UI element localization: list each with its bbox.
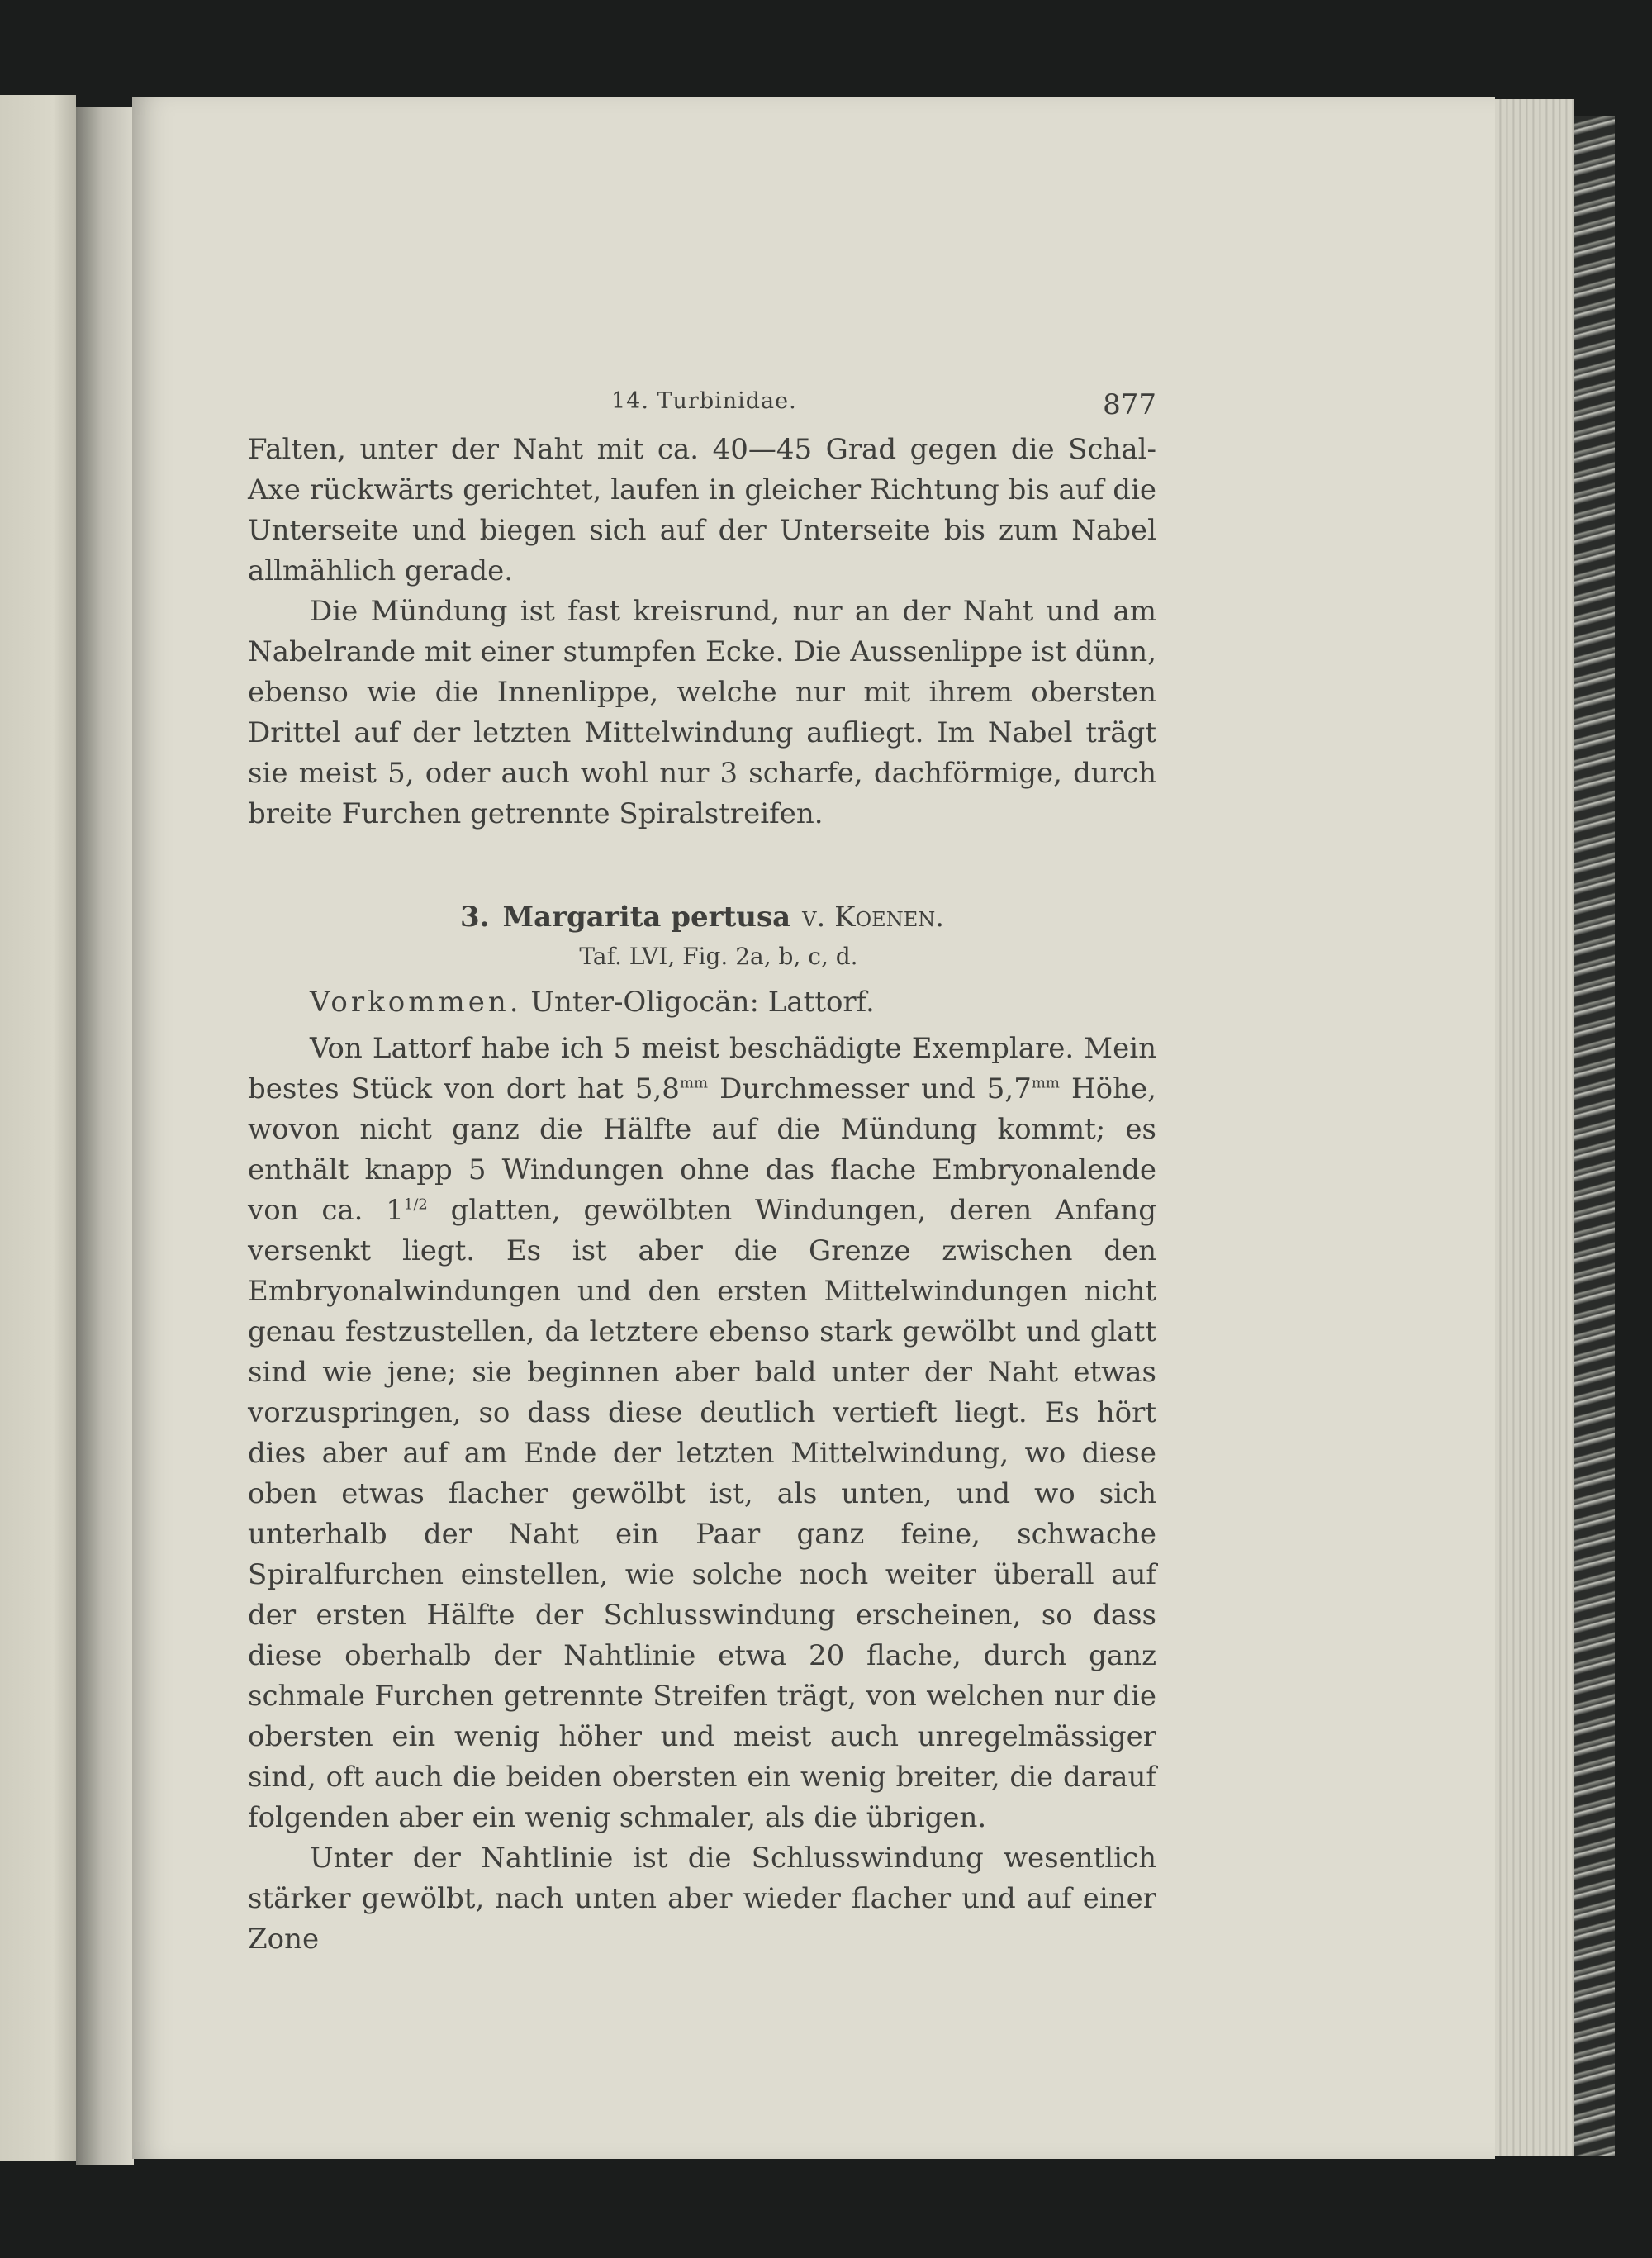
page-stack-edges xyxy=(1495,99,1574,2156)
occurrence-value: Unter-Oligocän: Lattorf. xyxy=(530,986,875,1019)
page-header xyxy=(248,388,1156,430)
occurrence-label: Vorkommen. xyxy=(310,986,522,1019)
plate-reference: Taf. LVI, Fig. 2a, b, c, d. xyxy=(579,943,858,970)
species-number: 3. xyxy=(459,901,490,934)
description-segment: Von Lattorf habe ich 5 meist beschädigte Exemplare. Mein bestes Stück von dort hat 5,8 xyxy=(248,1032,1156,1105)
species-name: Margarita pertusa xyxy=(502,901,791,934)
unit-superscript: mm xyxy=(679,1074,709,1092)
paragraph-muendung: Die Mündung ist fast kreisrund, nur an der Naht und am Nabelrande mit einer stumpfen Ecke. Die Aussenlippe ist dünn, ebenso wie die Innenlippe, welche nur mit ihrem obersten Drittel auf der letzten Mittelwindung aufliegt. Im Nabel trägt sie meist 5, oder auch wohl nur 3 scharfe, dachförmige, durch breite Furchen getrennte Spiralstreifen. xyxy=(248,595,1156,830)
book-gutter xyxy=(76,107,134,2165)
description-segment: glatten, gewölbten Windungen, deren Anfang versenkt liegt. Es ist aber die Grenze zwischen den Embryonalwindungen und den ersten Mittelwindungen nicht genau festzustellen, da letztere ebenso stark gewölbt und glatt sind wie jene; sie beginnen aber bald unter der Naht etwas vorzuspringen, so dass diese deutlich vertieft liegt. Es hört dies aber auf am Ende der letzten Mittelwindung, wo diese oben etwas flacher gewölbt ist, als unten, und wo sich unterhalb der Naht ein Paar ganz feine, schwache Spiralfurchen einstellen, wie solche noch weiter überall auf der ersten Hälfte der Schlusswindung erscheinen, so dass diese oberhalb der Nahtlinie etwa 20 flache, durch ganz schmale Furchen getrennte Streifen trägt, von welchen nur die obersten ein wenig höher und meist auch unregelmässiger sind, oft auch die beiden obersten ein wenig breiter, die darauf folgenden aber ein wenig schmaler, als die übrigen. xyxy=(248,1194,1156,1834)
left-page-edge xyxy=(0,95,76,2161)
description-segment: Durchmesser und 5,7 xyxy=(708,1072,1032,1105)
marbled-cover-edge xyxy=(1574,116,1615,2156)
description-segment: Höhe, wovon nicht ganz die Hälfte auf die Mündung kommt; es enthält knapp 5 Windungen ohne das flache Embryonalende von ca. 1 xyxy=(248,1072,1156,1227)
description-paragraph xyxy=(248,1029,1156,1838)
species-author: v. Koenen. xyxy=(802,901,945,934)
paragraph-last: Unter der Nahtlinie ist die Schlusswindung wesentlich stärker gewölbt, nach unten aber wieder flacher und auf einer Zone xyxy=(248,1842,1156,1956)
paragraph-continued: Falten, unter der Naht mit ca. 40—45 Grad gegen die Schal-Axe rückwärts gerichtet, laufen in gleicher Richtung bis auf die Unterseite und biegen sich auf der Unterseite bis zum Nabel allmählich gerade. xyxy=(248,433,1156,587)
occurrence-line xyxy=(248,981,1156,1024)
fraction-superscript: 1/2 xyxy=(403,1196,428,1214)
species-heading xyxy=(248,896,1156,938)
page-text xyxy=(248,388,1156,1960)
unit-superscript: mm xyxy=(1031,1074,1060,1092)
page-number: 877 xyxy=(1103,388,1156,421)
running-head: 14. Turbinidae. xyxy=(611,388,797,414)
